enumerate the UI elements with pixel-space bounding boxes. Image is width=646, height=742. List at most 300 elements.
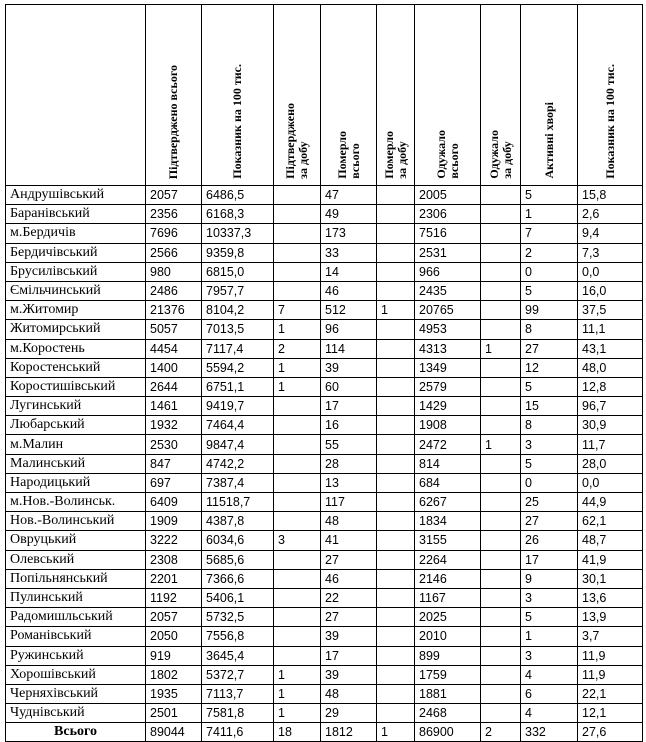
- district-name-cell: м.Бердичів: [6, 224, 146, 243]
- value-cell: 11518,7: [202, 493, 274, 512]
- value-cell: [274, 550, 321, 569]
- header-cell: [146, 5, 202, 186]
- value-cell: [481, 281, 521, 300]
- value-cell: [377, 262, 415, 281]
- header-row: [6, 5, 643, 186]
- value-cell: 30,1: [578, 569, 643, 588]
- value-cell: 5: [521, 186, 578, 205]
- value-cell: 5372,7: [202, 665, 274, 684]
- value-cell: 96,7: [578, 397, 643, 416]
- value-cell: 5057: [146, 320, 202, 339]
- value-cell: [377, 665, 415, 684]
- value-cell: [274, 588, 321, 607]
- value-cell: 9419,7: [202, 397, 274, 416]
- table-row: [6, 262, 643, 281]
- value-cell: 1: [274, 358, 321, 377]
- value-cell: 4742,2: [202, 454, 274, 473]
- value-cell: [481, 397, 521, 416]
- value-cell: 13: [321, 473, 377, 492]
- value-cell: [481, 608, 521, 627]
- value-cell: [377, 684, 415, 703]
- value-cell: 1: [274, 377, 321, 396]
- value-cell: 4953: [415, 320, 481, 339]
- value-cell: 60: [321, 377, 377, 396]
- value-cell: 2531: [415, 243, 481, 262]
- value-cell: 6034,6: [202, 531, 274, 550]
- value-cell: [274, 608, 321, 627]
- table-row: [6, 224, 643, 243]
- header-label: Одужало всього: [433, 130, 461, 179]
- value-cell: 4313: [415, 339, 481, 358]
- header-cell: [274, 5, 321, 186]
- value-cell: 7: [274, 301, 321, 320]
- value-cell: [481, 473, 521, 492]
- table-row: [6, 205, 643, 224]
- district-name-cell: Брусилівський: [6, 262, 146, 281]
- value-cell: 1: [274, 684, 321, 703]
- district-name-cell: Попільнянський: [6, 569, 146, 588]
- district-name-cell: Житомирський: [6, 320, 146, 339]
- value-cell: 13,9: [578, 608, 643, 627]
- value-cell: 41: [321, 531, 377, 550]
- value-cell: 2264: [415, 550, 481, 569]
- total-label-cell: Всього: [6, 723, 146, 742]
- value-cell: [377, 358, 415, 377]
- value-cell: 1834: [415, 512, 481, 531]
- total-value-cell: 1: [377, 723, 415, 742]
- value-cell: [377, 243, 415, 262]
- value-cell: 4: [521, 665, 578, 684]
- value-cell: [481, 416, 521, 435]
- value-cell: [377, 397, 415, 416]
- value-cell: 8104,2: [202, 301, 274, 320]
- table-row: [6, 281, 643, 300]
- value-cell: 2472: [415, 435, 481, 454]
- district-name-cell: Малинський: [6, 454, 146, 473]
- value-cell: 47: [321, 186, 377, 205]
- value-cell: 2486: [146, 281, 202, 300]
- total-value-cell: 332: [521, 723, 578, 742]
- value-cell: [377, 416, 415, 435]
- value-cell: 15: [521, 397, 578, 416]
- value-cell: [481, 301, 521, 320]
- value-cell: 1881: [415, 684, 481, 703]
- value-cell: 16: [321, 416, 377, 435]
- total-value-cell: 7411,6: [202, 723, 274, 742]
- value-cell: 4454: [146, 339, 202, 358]
- value-cell: 2530: [146, 435, 202, 454]
- table-row: [6, 435, 643, 454]
- value-cell: 2501: [146, 704, 202, 723]
- value-cell: 5: [521, 608, 578, 627]
- value-cell: 3: [521, 646, 578, 665]
- value-cell: 99: [521, 301, 578, 320]
- value-cell: 7464,4: [202, 416, 274, 435]
- value-cell: [274, 243, 321, 262]
- district-name-cell: Овруцький: [6, 531, 146, 550]
- table-row: [6, 301, 643, 320]
- value-cell: 2146: [415, 569, 481, 588]
- value-cell: [481, 493, 521, 512]
- district-name-cell: Коростенський: [6, 358, 146, 377]
- value-cell: 1: [481, 339, 521, 358]
- district-name-cell: Баранівський: [6, 205, 146, 224]
- value-cell: [481, 320, 521, 339]
- value-cell: [377, 186, 415, 205]
- value-cell: 5: [521, 377, 578, 396]
- table-row: [6, 608, 643, 627]
- value-cell: 15,8: [578, 186, 643, 205]
- district-name-cell: Народицький: [6, 473, 146, 492]
- value-cell: [274, 435, 321, 454]
- total-value-cell: 89044: [146, 723, 202, 742]
- district-name-cell: Коростишівський: [6, 377, 146, 396]
- value-cell: 512: [321, 301, 377, 320]
- value-cell: [274, 569, 321, 588]
- value-cell: 173: [321, 224, 377, 243]
- value-cell: 9359,8: [202, 243, 274, 262]
- value-cell: 49: [321, 205, 377, 224]
- value-cell: 13,6: [578, 588, 643, 607]
- value-cell: 48,7: [578, 531, 643, 550]
- value-cell: [377, 473, 415, 492]
- value-cell: 2308: [146, 550, 202, 569]
- district-name-cell: Пулинський: [6, 588, 146, 607]
- value-cell: 114: [321, 339, 377, 358]
- value-cell: 2057: [146, 608, 202, 627]
- value-cell: 2566: [146, 243, 202, 262]
- value-cell: 3: [521, 435, 578, 454]
- value-cell: 1909: [146, 512, 202, 531]
- value-cell: [274, 416, 321, 435]
- district-name-cell: Чуднівський: [6, 704, 146, 723]
- value-cell: 48,0: [578, 358, 643, 377]
- value-cell: 5732,5: [202, 608, 274, 627]
- value-cell: 5406,1: [202, 588, 274, 607]
- value-cell: 697: [146, 473, 202, 492]
- value-cell: [274, 512, 321, 531]
- table-row: [6, 493, 643, 512]
- value-cell: 2057: [146, 186, 202, 205]
- value-cell: 2010: [415, 627, 481, 646]
- value-cell: 29: [321, 704, 377, 723]
- value-cell: [481, 588, 521, 607]
- value-cell: 3155: [415, 531, 481, 550]
- value-cell: [481, 224, 521, 243]
- value-cell: 7,3: [578, 243, 643, 262]
- district-name-cell: Ружинський: [6, 646, 146, 665]
- value-cell: 25: [521, 493, 578, 512]
- value-cell: 1: [521, 627, 578, 646]
- value-cell: [377, 339, 415, 358]
- value-cell: 1759: [415, 665, 481, 684]
- value-cell: 44,9: [578, 493, 643, 512]
- value-cell: [377, 320, 415, 339]
- value-cell: 1192: [146, 588, 202, 607]
- table-row: [6, 646, 643, 665]
- district-name-cell: м.Коростень: [6, 339, 146, 358]
- value-cell: 17: [521, 550, 578, 569]
- value-cell: [274, 262, 321, 281]
- value-cell: [377, 588, 415, 607]
- value-cell: [377, 704, 415, 723]
- table-row: [6, 550, 643, 569]
- header-cell: [481, 5, 521, 186]
- header-label: Показник на 100 тис.: [602, 64, 617, 179]
- value-cell: 27: [521, 512, 578, 531]
- header-cell: [202, 5, 274, 186]
- value-cell: [481, 186, 521, 205]
- value-cell: 9,4: [578, 224, 643, 243]
- district-name-cell: м.Малин: [6, 435, 146, 454]
- value-cell: [481, 627, 521, 646]
- total-value-cell: 1812: [321, 723, 377, 742]
- header-cell: [415, 5, 481, 186]
- header-label: Померло за добу: [381, 131, 409, 179]
- value-cell: 6409: [146, 493, 202, 512]
- value-cell: 11,7: [578, 435, 643, 454]
- value-cell: [481, 531, 521, 550]
- value-cell: [377, 608, 415, 627]
- district-name-cell: м.Нов.-Волинськ.: [6, 493, 146, 512]
- value-cell: 39: [321, 627, 377, 646]
- value-cell: 2644: [146, 377, 202, 396]
- table-row: [6, 665, 643, 684]
- value-cell: 3222: [146, 531, 202, 550]
- value-cell: 4: [521, 704, 578, 723]
- value-cell: 2201: [146, 569, 202, 588]
- value-cell: 6267: [415, 493, 481, 512]
- value-cell: 3,7: [578, 627, 643, 646]
- value-cell: 1908: [415, 416, 481, 435]
- value-cell: 980: [146, 262, 202, 281]
- value-cell: 8: [521, 416, 578, 435]
- district-name-cell: Андрушівський: [6, 186, 146, 205]
- table-row: [6, 473, 643, 492]
- value-cell: 847: [146, 454, 202, 473]
- value-cell: 1932: [146, 416, 202, 435]
- value-cell: 1: [274, 320, 321, 339]
- value-cell: 12,8: [578, 377, 643, 396]
- value-cell: [274, 281, 321, 300]
- value-cell: 22: [321, 588, 377, 607]
- value-cell: 37,5: [578, 301, 643, 320]
- table-row: [6, 704, 643, 723]
- value-cell: 27: [521, 339, 578, 358]
- value-cell: 62,1: [578, 512, 643, 531]
- value-cell: 30,9: [578, 416, 643, 435]
- table-row: [6, 569, 643, 588]
- value-cell: 4387,8: [202, 512, 274, 531]
- value-cell: 0,0: [578, 473, 643, 492]
- value-cell: [377, 550, 415, 569]
- value-cell: 39: [321, 358, 377, 377]
- value-cell: [377, 531, 415, 550]
- value-cell: [481, 205, 521, 224]
- district-name-cell: Романівський: [6, 627, 146, 646]
- value-cell: 46: [321, 569, 377, 588]
- district-name-cell: Радомишльський: [6, 608, 146, 627]
- value-cell: 27: [321, 608, 377, 627]
- value-cell: 7957,7: [202, 281, 274, 300]
- value-cell: 11,1: [578, 320, 643, 339]
- value-cell: 20765: [415, 301, 481, 320]
- table-row: [6, 454, 643, 473]
- value-cell: 1: [274, 704, 321, 723]
- table-row: [6, 320, 643, 339]
- value-cell: 7113,7: [202, 684, 274, 703]
- value-cell: [274, 397, 321, 416]
- district-name-cell: Хорошівський: [6, 665, 146, 684]
- table-row: [6, 684, 643, 703]
- header-label: Підтверджено за добу: [283, 103, 310, 179]
- value-cell: 1: [481, 435, 521, 454]
- value-cell: [481, 704, 521, 723]
- value-cell: [481, 454, 521, 473]
- header-cell: [321, 5, 377, 186]
- value-cell: 7013,5: [202, 320, 274, 339]
- value-cell: 1: [377, 301, 415, 320]
- value-cell: 46: [321, 281, 377, 300]
- value-cell: [481, 569, 521, 588]
- value-cell: 9: [521, 569, 578, 588]
- value-cell: 2005: [415, 186, 481, 205]
- header-corner: [6, 5, 146, 186]
- header-label: Підтверджено всього: [166, 64, 180, 179]
- value-cell: 17: [321, 397, 377, 416]
- value-cell: 1429: [415, 397, 481, 416]
- value-cell: 48: [321, 684, 377, 703]
- table-row: [6, 512, 643, 531]
- value-cell: 9847,4: [202, 435, 274, 454]
- value-cell: 6815,0: [202, 262, 274, 281]
- value-cell: 7696: [146, 224, 202, 243]
- value-cell: [481, 262, 521, 281]
- total-value-cell: 27,6: [578, 723, 643, 742]
- value-cell: 22,1: [578, 684, 643, 703]
- table-row: [6, 397, 643, 416]
- value-cell: 3: [274, 531, 321, 550]
- value-cell: 5: [521, 454, 578, 473]
- value-cell: 26: [521, 531, 578, 550]
- value-cell: 6751,1: [202, 377, 274, 396]
- value-cell: 6486,5: [202, 186, 274, 205]
- total-row: [6, 723, 643, 742]
- value-cell: [377, 224, 415, 243]
- value-cell: [377, 646, 415, 665]
- value-cell: [377, 569, 415, 588]
- value-cell: 2050: [146, 627, 202, 646]
- value-cell: 2468: [415, 704, 481, 723]
- value-cell: 7: [521, 224, 578, 243]
- value-cell: 8: [521, 320, 578, 339]
- header-cell: [377, 5, 415, 186]
- value-cell: [481, 243, 521, 262]
- value-cell: 39: [321, 665, 377, 684]
- value-cell: 48: [321, 512, 377, 531]
- value-cell: [274, 186, 321, 205]
- value-cell: 12: [521, 358, 578, 377]
- value-cell: [377, 493, 415, 512]
- district-name-cell: Ємільчинський: [6, 281, 146, 300]
- value-cell: [274, 454, 321, 473]
- value-cell: 7366,6: [202, 569, 274, 588]
- value-cell: 14: [321, 262, 377, 281]
- table-row: [6, 627, 643, 646]
- value-cell: [481, 512, 521, 531]
- value-cell: [481, 684, 521, 703]
- table-row: [6, 377, 643, 396]
- value-cell: 814: [415, 454, 481, 473]
- value-cell: 117: [321, 493, 377, 512]
- value-cell: 966: [415, 262, 481, 281]
- value-cell: [274, 224, 321, 243]
- value-cell: 0: [521, 473, 578, 492]
- value-cell: 28: [321, 454, 377, 473]
- value-cell: 2,6: [578, 205, 643, 224]
- value-cell: [377, 512, 415, 531]
- value-cell: 33: [321, 243, 377, 262]
- value-cell: 6168,3: [202, 205, 274, 224]
- value-cell: 5685,6: [202, 550, 274, 569]
- value-cell: 3: [521, 588, 578, 607]
- total-value-cell: 86900: [415, 723, 481, 742]
- table-row: [6, 358, 643, 377]
- value-cell: [377, 435, 415, 454]
- table-row: [6, 531, 643, 550]
- value-cell: 684: [415, 473, 481, 492]
- value-cell: [481, 377, 521, 396]
- value-cell: 43,1: [578, 339, 643, 358]
- value-cell: 2025: [415, 608, 481, 627]
- value-cell: 0,0: [578, 262, 643, 281]
- value-cell: 28,0: [578, 454, 643, 473]
- value-cell: 2356: [146, 205, 202, 224]
- district-name-cell: Лугинський: [6, 397, 146, 416]
- value-cell: 11,9: [578, 646, 643, 665]
- value-cell: 7581,8: [202, 704, 274, 723]
- value-cell: [481, 646, 521, 665]
- value-cell: 1349: [415, 358, 481, 377]
- value-cell: 2306: [415, 205, 481, 224]
- value-cell: [481, 358, 521, 377]
- value-cell: 12,1: [578, 704, 643, 723]
- value-cell: 7556,8: [202, 627, 274, 646]
- value-cell: 2579: [415, 377, 481, 396]
- total-value-cell: 18: [274, 723, 321, 742]
- value-cell: 1: [274, 665, 321, 684]
- value-cell: [274, 493, 321, 512]
- value-cell: 899: [415, 646, 481, 665]
- value-cell: 1461: [146, 397, 202, 416]
- value-cell: 7387,4: [202, 473, 274, 492]
- value-cell: 27: [321, 550, 377, 569]
- header-label: Померло всього: [334, 131, 362, 179]
- covid-stats-table: [5, 4, 643, 742]
- value-cell: 2: [521, 243, 578, 262]
- table-row: [6, 243, 643, 262]
- value-cell: 5594,2: [202, 358, 274, 377]
- value-cell: [377, 205, 415, 224]
- district-name-cell: Нов.-Волинський: [6, 512, 146, 531]
- value-cell: 3645,4: [202, 646, 274, 665]
- value-cell: 16,0: [578, 281, 643, 300]
- value-cell: 2435: [415, 281, 481, 300]
- value-cell: 7516: [415, 224, 481, 243]
- district-name-cell: Бердичівський: [6, 243, 146, 262]
- value-cell: 2: [274, 339, 321, 358]
- header-label: Одужало за добу: [486, 130, 514, 179]
